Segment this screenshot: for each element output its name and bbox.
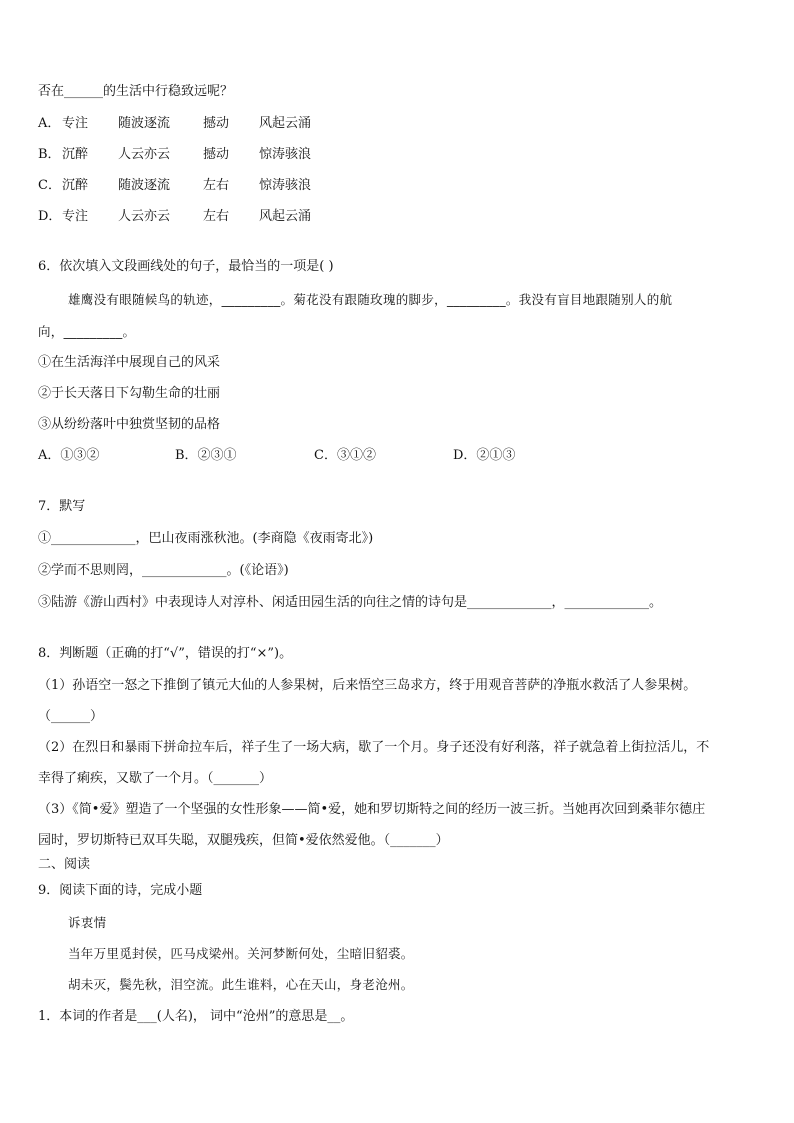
q6-answer-b[interactable]: B．②③① [175,448,237,463]
q7-title: 7．默写 [38,499,86,514]
q7-line[interactable]: ③陆游《游山西村》中表现诗人对淳朴、闲适田园生活的向往之情的诗句是_____________，_____________。 [38,595,663,610]
q8-answer-blank[interactable]: （______） [38,709,104,724]
option-word: 撼动 [203,147,230,162]
q7-line[interactable]: ②学而不思则罔，_____________。(《论语》) [38,563,289,578]
q6-choice: ①在生活海洋中展现自己的风采 [38,355,221,370]
q8-item-text: （1）孙语空一怒之下推倒了镇元大仙的人参果树，后来悟空三岛求方，终于用观音菩萨的净瓶水救活了人参果树。 [38,678,697,693]
q7-line[interactable]: ①_____________，巴山夜雨涨秋池。(李商隐《夜雨寄北》) [38,531,374,546]
option-word: 沉醉 [62,178,89,193]
q6-choice: ③从纷纷落叶中独赏坚韧的品格 [38,417,221,432]
option-word: 沉醉 [62,147,89,162]
q6-title: 6．依次填入文段画线处的句子，最恰当的一项是( ) [38,259,334,274]
option-word: 左右 [203,178,230,193]
q6-answer-c[interactable]: C．③①② [314,448,376,463]
q5-stem: 否在______的生活中行稳致远呢？ [38,84,234,99]
option-word: 人云亦云 [118,147,171,162]
poem-line: 当年万里觅封侯，匹马戍梁州。关河梦断何处，尘暗旧貂裘。 [68,946,414,961]
option-word: 左右 [203,209,230,224]
q9-sub-question[interactable]: 1．本词的作者是___(人名)， 词中“沧州”的意思是__。 [38,1009,354,1024]
q6-answer-a[interactable]: A．①③② [38,448,100,463]
q8-answer-blank[interactable]: 幸得了痢疾，又歇了一个月。（_______） [38,771,273,786]
q8-title: 8．判断题（正确的打“√”，错误的打“×”)。 [38,646,293,661]
poem-line: 胡未灭，鬓先秋，泪空流。此生谁料，心在天山，身老沧州。 [68,977,414,992]
option-word: 人云亦云 [118,209,171,224]
option-word: 撼动 [203,116,230,131]
option-letter: B． [38,147,61,162]
option-word: 惊涛骇浪 [259,178,312,193]
q6-choice: ②于长天落日下勾勒生命的壮丽 [38,386,221,401]
q6-passage-line: 雄鹰没有眼随候鸟的轨迹，_________。菊花没有跟随玫瑰的脚步，_________。我没有盲目地跟随别人的航 [68,292,673,307]
q8-item-text: （3）《简•爱》塑造了一个坚强的女性形象——简•爱，她和罗切斯特之间的经历一波三折。当她再次回到桑菲尔德庄 [38,802,706,817]
q8-answer-blank[interactable]: 园时，罗切斯特已双耳失聪，双腿残疾，但简•爱依然爱他。（_______） [38,833,449,848]
q8-item-text: （2）在烈日和暴雨下拼命拉车后，祥子生了一场大病，歇了一个月。身子还没有好利落，祥子就急着上街拉活儿，不 [38,740,710,755]
option-letter: A． [38,116,61,131]
option-word: 风起云涌 [259,116,312,131]
option-letter: D． [38,209,62,224]
poem-title: 诉衷情 [68,915,107,930]
section-title: 二、阅读 [38,857,91,872]
option-word: 专注 [62,116,89,131]
option-word: 随波逐流 [118,116,171,131]
option-word: 惊涛骇浪 [259,147,312,162]
option-word: 风起云涌 [259,209,312,224]
option-letter: C． [38,178,61,193]
q6-answer-d[interactable]: D．②①③ [453,448,516,463]
option-word: 随波逐流 [118,178,171,193]
q9-title: 9．阅读下面的诗，完成小题 [38,883,203,898]
option-word: 专注 [62,209,89,224]
q6-passage-line: 向，_________。 [38,324,136,339]
